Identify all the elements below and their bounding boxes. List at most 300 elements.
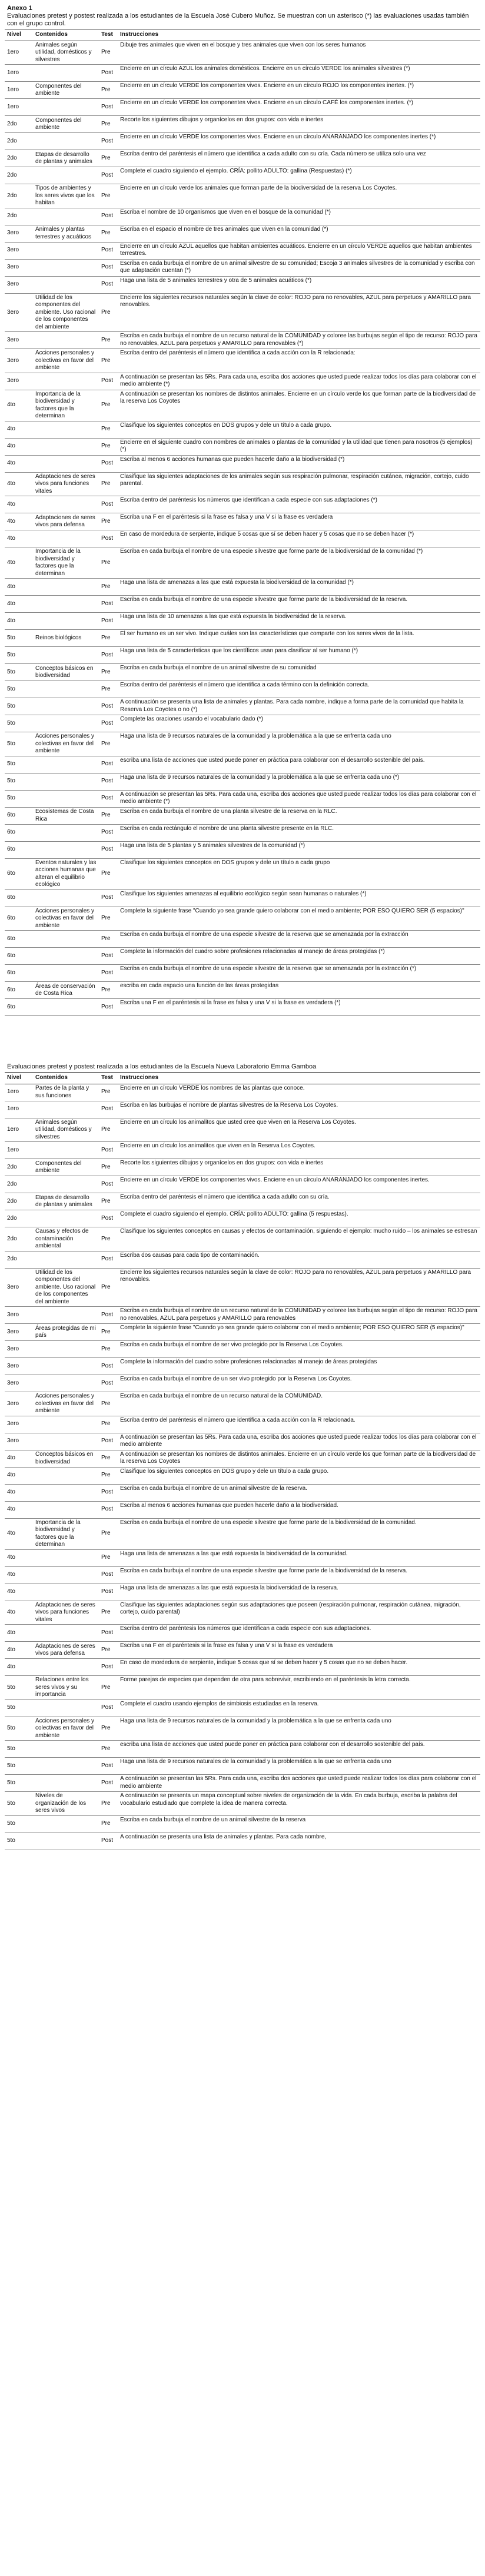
instructions-cell: Escriba en cada burbuja el nombre de una especie silvestre que forme parte de la biodiversidad de la comunidad. xyxy=(118,1518,480,1549)
grade-cell: 1ero xyxy=(5,1118,33,1142)
instructions-cell: A continuación se presenta una lista de animales y plantas. Para cada nombre, xyxy=(118,1833,480,1850)
grade-cell: 3ero xyxy=(5,259,33,276)
test-cell: Post xyxy=(99,1251,118,1268)
instructions-cell: Encierre en un círculo VERDE los componentes vivos. Encierre en un círculo ROJO los componentes inertes. (*) xyxy=(118,82,480,99)
table-row xyxy=(5,579,480,596)
topic-cell xyxy=(33,1659,99,1676)
grade-cell: 4to xyxy=(5,1642,33,1659)
topic-cell: Animales y plantas terrestres y acuáticos xyxy=(33,225,99,242)
grade-cell: 4to xyxy=(5,596,33,613)
grade-cell: 5to xyxy=(5,1792,33,1816)
test-cell: Post xyxy=(99,999,118,1016)
grade-cell: 5to xyxy=(5,773,33,790)
table-row xyxy=(5,858,480,889)
topic-cell: Animales según utilidad, domésticos y silvestres xyxy=(33,41,99,65)
table-row xyxy=(5,1118,480,1142)
grade-cell: 2do xyxy=(5,208,33,225)
instructions-cell: En caso de mordedura de serpiente, indique 5 cosas que sí se deben hacer y 5 cosas que no se deben hacer. xyxy=(118,1659,480,1676)
grade-cell: 6to xyxy=(5,999,33,1016)
topic-cell xyxy=(33,1416,99,1433)
topic-cell: Áreas de conservación de Costa Rica xyxy=(33,982,99,999)
grade-cell: 4to xyxy=(5,1484,33,1501)
instructions-cell: Clasifique los siguientes amenazas al equilibrio ecológico según sean humanas o naturales (*) xyxy=(118,889,480,907)
test-cell: Post xyxy=(99,1176,118,1193)
grade-cell: 4to xyxy=(5,513,33,530)
topic-cell: Acciones personales y colectivas en favor del ambiente xyxy=(33,1717,99,1741)
topic-cell xyxy=(33,65,99,82)
topic-cell: Adaptaciones de seres vivos para funciones vitales xyxy=(33,1601,99,1625)
grade-cell: 4to xyxy=(5,1467,33,1484)
topic-cell xyxy=(33,421,99,438)
instructions-cell: Complete las oraciones usando el vocabulario dado (*) xyxy=(118,715,480,732)
topic-cell xyxy=(33,276,99,293)
grade-cell: 4to xyxy=(5,1566,33,1584)
instructions-cell: Encierre en un círculo verde los animales que forman parte de la biodiversidad de la reserva Los Coyotes. xyxy=(118,184,480,208)
instructions-cell: Escriba en cada rectángulo el nombre de una planta silvestre presente en la RLC. xyxy=(118,824,480,841)
test-cell: Post xyxy=(99,373,118,390)
test-cell: Pre xyxy=(99,421,118,438)
table2 xyxy=(5,1072,480,1850)
instructions-cell: Encierre en el siguiente cuadro con nombres de animales o plantas de la comunidad y la utilidad que tienen para nosotros (5 ejemplos) (*) xyxy=(118,438,480,455)
test-cell: Post xyxy=(99,1659,118,1676)
grade-cell: 4to xyxy=(5,579,33,596)
instructions-cell: Encierre en un círculo VERDE los componentes vivos. Encierre en un círculo ANARANJADO los componentes inertes (*) xyxy=(118,133,480,150)
table1-header-row xyxy=(5,29,480,41)
instructions-cell: A continuación se presentan las 5Rs. Para cada una, escriba dos acciones que usted puede realizar todos los días para colaborar con el medio ambiente (*) xyxy=(118,790,480,807)
header-test: Test xyxy=(99,1073,118,1084)
test-cell: Pre xyxy=(99,513,118,530)
instructions-cell: Escriba en cada burbuja el nombre de una planta silvestre de la reserva en la RLC. xyxy=(118,807,480,824)
topic-cell: Niveles de organización de los seres vivos xyxy=(33,1792,99,1816)
table-row xyxy=(5,1392,480,1416)
instructions-cell: Escriba en cada burbuja el nombre de ser vivo protegido por la Reserva Los Coyotes. xyxy=(118,1341,480,1358)
grade-cell: 5to xyxy=(5,1699,33,1717)
instructions-cell: Clasifique los siguientes conceptos en causas y efectos de contaminación, siguiendo el ejemplo: mucho ruido – los animales se estresan xyxy=(118,1227,480,1252)
grade-cell: 5to xyxy=(5,732,33,756)
grade-cell: 5to xyxy=(5,630,33,647)
table-row xyxy=(5,472,480,496)
topic-cell xyxy=(33,841,99,858)
topic-cell xyxy=(33,1699,99,1717)
instructions-cell: Escriba al menos 6 acciones humanas que pueden hacerle daño a la biodiversidad. xyxy=(118,1501,480,1518)
instructions-cell: Clasifique las siguientes adaptaciones según sus adaptaciones que poseen (respiración pulmonar, respiración cutánea, migración, cortejo, cuido parental) xyxy=(118,1601,480,1625)
topic-cell xyxy=(33,1101,99,1118)
topic-cell xyxy=(33,1210,99,1227)
instructions-cell: Forme parejas de especies que dependen de otra para sobrevivir, escribiendo en el paréntesis la letra correcta. xyxy=(118,1676,480,1700)
table-row xyxy=(5,756,480,773)
grade-cell: 4to xyxy=(5,547,33,579)
test-cell: Pre xyxy=(99,807,118,824)
table-row xyxy=(5,116,480,133)
grade-cell: 5to xyxy=(5,715,33,732)
grade-cell: 4to xyxy=(5,1584,33,1601)
topic-cell: Acciones personales y colectivas en favor del ambiente xyxy=(33,907,99,931)
topic-cell: Importancia de la biodiversidad y factores que la determinan xyxy=(33,547,99,579)
instructions-cell: Haga una lista de 9 recursos naturales de la comunidad y la problemática a la que se enfrenta cada uno xyxy=(118,732,480,756)
grade-cell: 3ero xyxy=(5,1392,33,1416)
table-row xyxy=(5,841,480,858)
table-row xyxy=(5,293,480,332)
table-row xyxy=(5,965,480,982)
topic-cell: Etapas de desarrollo de plantas y animales xyxy=(33,150,99,167)
table-row xyxy=(5,259,480,276)
topic-cell: Conceptos básicos en biodiversidad xyxy=(33,664,99,681)
grade-cell: 5to xyxy=(5,698,33,715)
table-row xyxy=(5,513,480,530)
instructions-cell: Escriba en el espacio el nombre de tres animales que viven en la comunidad (*) xyxy=(118,225,480,242)
test-cell: Pre xyxy=(99,664,118,681)
instructions-cell: Encierre en un círculo VERDE los nombres de las plantas que conoce. xyxy=(118,1084,480,1101)
topic-cell xyxy=(33,1741,99,1758)
topic-cell xyxy=(33,715,99,732)
grade-cell: 3ero xyxy=(5,1416,33,1433)
instructions-cell: Encierre en un círculo VERDE los componentes vivos. Encierre en un círculo ANARANJADO los componentes inertes. xyxy=(118,1176,480,1193)
topic-cell xyxy=(33,756,99,773)
header-instrucciones: Instrucciones xyxy=(118,29,480,41)
instructions-cell: Escriba una F en el paréntesis si la frase es falsa y una V si la frase es verdadera xyxy=(118,1642,480,1659)
grade-cell: 6to xyxy=(5,965,33,982)
grade-cell: 4to xyxy=(5,1549,33,1566)
topic-cell xyxy=(33,1584,99,1601)
instructions-cell: Complete la información del cuadro sobre profesiones relacionadas al manejo de áreas protegidas (*) xyxy=(118,948,480,965)
header-nivel: Nivel xyxy=(5,1073,33,1084)
table-row xyxy=(5,732,480,756)
topic-cell xyxy=(33,647,99,664)
test-cell: Pre xyxy=(99,41,118,65)
test-cell: Post xyxy=(99,1210,118,1227)
topic-cell xyxy=(33,1833,99,1850)
table-row xyxy=(5,681,480,698)
table-row xyxy=(5,1358,480,1375)
test-cell: Pre xyxy=(99,931,118,948)
test-cell: Post xyxy=(99,948,118,965)
test-cell: Pre xyxy=(99,184,118,208)
test-cell: Post xyxy=(99,824,118,841)
instructions-cell: Haga una lista de 5 características que los científicos usan para clasificar al ser humano (*) xyxy=(118,647,480,664)
instructions-cell: Haga una lista de 5 plantas y 5 animales silvestres de la comunidad (*) xyxy=(118,841,480,858)
table-row xyxy=(5,790,480,807)
topic-cell: Eventos naturales y las acciones humanas que alteran el equilibrio ecológico xyxy=(33,858,99,889)
table-row xyxy=(5,1642,480,1659)
table-row xyxy=(5,1699,480,1717)
test-cell: Pre xyxy=(99,1717,118,1741)
instructions-cell: Escriba dos causas para cada tipo de contaminación. xyxy=(118,1251,480,1268)
table-row xyxy=(5,824,480,841)
grade-cell: 2do xyxy=(5,116,33,133)
instructions-cell: Escriba en cada burbuja el nombre de una especie silvestre que forme parte de la biodiversidad de la comunidad (*) xyxy=(118,547,480,579)
topic-cell xyxy=(33,208,99,225)
instructions-cell: Escriba en cada burbuja el nombre de un ser vivo protegido por la Reserva Los Coyotes. xyxy=(118,1375,480,1392)
table-row xyxy=(5,530,480,547)
table-row xyxy=(5,1758,480,1775)
instructions-cell: Escriba en cada burbuja el nombre de una especie silvestre que forme parte de la biodiversidad de la reserva. xyxy=(118,596,480,613)
table-row xyxy=(5,889,480,907)
table-row xyxy=(5,698,480,715)
grade-cell: 3ero xyxy=(5,242,33,259)
table-row xyxy=(5,1101,480,1118)
table-row xyxy=(5,647,480,664)
grade-cell: 3ero xyxy=(5,1433,33,1450)
topic-cell xyxy=(33,530,99,547)
topic-cell: Utilidad de los componentes del ambiente. Uso racional de los componentes del ambiente xyxy=(33,1268,99,1307)
grade-cell: 5to xyxy=(5,790,33,807)
topic-cell xyxy=(33,259,99,276)
topic-cell xyxy=(33,1815,99,1833)
instructions-cell: Complete la siguiente frase "Cuando yo sea grande quiero colaborar con el medio ambiente; POR ESO QUIERO SER (5 espacios)" xyxy=(118,1324,480,1341)
instructions-cell: Encierre en un círculo los animalitos que viven en la Reserva Los Coyotes. xyxy=(118,1142,480,1159)
table-row xyxy=(5,773,480,790)
test-cell: Pre xyxy=(99,1193,118,1210)
test-cell: Post xyxy=(99,596,118,613)
grade-cell: 3ero xyxy=(5,1307,33,1324)
topic-cell: Componentes del ambiente xyxy=(33,1159,99,1176)
instructions-cell: Escriba en cada burbuja el nombre de un animal silvestre de la reserva. xyxy=(118,1484,480,1501)
grade-cell: 1ero xyxy=(5,1084,33,1101)
topic-cell: Adaptaciones de seres vivos para funciones vitales xyxy=(33,472,99,496)
grade-cell: 6to xyxy=(5,948,33,965)
table-row xyxy=(5,167,480,184)
table-row xyxy=(5,349,480,373)
test-cell: Pre xyxy=(99,150,118,167)
table2-header-row xyxy=(5,1073,480,1084)
test-cell: Pre xyxy=(99,349,118,373)
table-row xyxy=(5,1601,480,1625)
grade-cell: 5to xyxy=(5,1758,33,1775)
topic-cell xyxy=(33,1251,99,1268)
topic-cell xyxy=(33,1566,99,1584)
topic-cell xyxy=(33,455,99,472)
table1-body xyxy=(5,41,480,1016)
test-cell: Pre xyxy=(99,332,118,349)
instructions-cell: Escriba dentro del paréntesis los números que identifican a cada especie con sus adaptaciones. xyxy=(118,1625,480,1642)
table-row xyxy=(5,1518,480,1549)
topic-cell xyxy=(33,1341,99,1358)
instructions-cell: Complete el cuadro usando ejemplos de simbiosis estudiadas en la reserva. xyxy=(118,1699,480,1717)
test-cell: Pre xyxy=(99,225,118,242)
instructions-cell: Complete la información del cuadro sobre profesiones relacionadas al manejo de áreas protegidas xyxy=(118,1358,480,1375)
grade-cell: 5to xyxy=(5,1815,33,1833)
topic-cell: Áreas protegidas de mi país xyxy=(33,1324,99,1341)
table-row xyxy=(5,1324,480,1341)
topic-cell: Causas y efectos de contaminación ambiental xyxy=(33,1227,99,1252)
topic-cell xyxy=(33,790,99,807)
topic-cell: Reinos biológicos xyxy=(33,630,99,647)
topic-cell: Importancia de la biodiversidad y factores que la determinan xyxy=(33,390,99,421)
grade-cell: 3ero xyxy=(5,293,33,332)
instructions-cell: Escriba dentro del paréntesis los números que identifican a cada especie con sus adaptaciones (*) xyxy=(118,496,480,513)
topic-cell xyxy=(33,948,99,965)
table-row xyxy=(5,1268,480,1307)
test-cell: Post xyxy=(99,1142,118,1159)
instructions-cell: Clasifique los siguientes conceptos en DOS grupos y dele un título a cada grupo xyxy=(118,858,480,889)
table-row xyxy=(5,931,480,948)
test-cell: Pre xyxy=(99,82,118,99)
test-cell: Post xyxy=(99,242,118,259)
instructions-cell: Escriba al menos 6 acciones humanas que pueden hacerle daño a la biodiversidad (*) xyxy=(118,455,480,472)
topic-cell xyxy=(33,681,99,698)
instructions-cell: Escriba dentro del paréntesis el número que identifica a cada término con la definición correcta. xyxy=(118,681,480,698)
header-contenidos: Contenidos xyxy=(33,1073,99,1084)
table-row xyxy=(5,1416,480,1433)
instructions-cell: Escriba dentro del paréntesis el número que identifica a cada acción con la R relacionada. xyxy=(118,1416,480,1433)
test-cell: Pre xyxy=(99,1676,118,1700)
topic-cell xyxy=(33,999,99,1016)
test-cell: Post xyxy=(99,276,118,293)
topic-cell: Acciones personales y colectivas en favor del ambiente xyxy=(33,732,99,756)
test-cell: Pre xyxy=(99,1341,118,1358)
grade-cell: 3ero xyxy=(5,1324,33,1341)
table-row xyxy=(5,332,480,349)
grade-cell: 4to xyxy=(5,1450,33,1467)
topic-cell: Acciones personales y colectivas en favor del ambiente xyxy=(33,1392,99,1416)
test-cell: Pre xyxy=(99,630,118,647)
instructions-cell: Escriba en cada burbuja el nombre de un recurso natural de la COMUNIDAD y coloree las burbujas según el tipo de recurso: ROJO para no renovables, AZUL para perpetuos y AMARILLO para renovables xyxy=(118,1307,480,1324)
topic-cell xyxy=(33,496,99,513)
table-row xyxy=(5,1176,480,1193)
header-contenidos: Contenidos xyxy=(33,29,99,41)
grade-cell: 1ero xyxy=(5,82,33,99)
grade-cell: 4to xyxy=(5,1601,33,1625)
table-row xyxy=(5,1833,480,1850)
table-row xyxy=(5,41,480,65)
grade-cell: 5to xyxy=(5,1741,33,1758)
instructions-cell: Haga una lista de 5 animales terrestres y otra de 5 animales acuáticos (*) xyxy=(118,276,480,293)
grade-cell: 5to xyxy=(5,756,33,773)
table1 xyxy=(5,29,480,1016)
grade-cell: 2do xyxy=(5,1159,33,1176)
instructions-cell: Haga una lista de amenazas a las que está expuesta la biodiversidad de la comunidad (*) xyxy=(118,579,480,596)
table-row xyxy=(5,373,480,390)
test-cell: Post xyxy=(99,1775,118,1792)
table-row xyxy=(5,1676,480,1700)
grade-cell: 5to xyxy=(5,1775,33,1792)
table-row xyxy=(5,982,480,999)
instructions-cell: En caso de mordedura de serpiente, indique 5 cosas que sí se deben hacer y 5 cosas que no se deben hacer (*) xyxy=(118,530,480,547)
instructions-cell: A continuación se presentan los nombres de distintos animales. Encierre en un círculo verde los que forman parte de la biodiversidad de la reserva Los Coyotes xyxy=(118,1450,480,1467)
topic-cell xyxy=(33,1625,99,1642)
test-cell: Pre xyxy=(99,547,118,579)
test-cell: Pre xyxy=(99,681,118,698)
instructions-cell: Haga una lista de 9 recursos naturales de la comunidad y la problemática a la que se enfrenta cada uno xyxy=(118,1758,480,1775)
topic-cell xyxy=(33,1467,99,1484)
instructions-cell: escriba una lista de acciones que usted puede poner en práctica para colaborar con el desarrollo sostenible del país. xyxy=(118,1741,480,1758)
test-cell: Pre xyxy=(99,858,118,889)
topic-cell: Componentes del ambiente xyxy=(33,82,99,99)
grade-cell: 1ero xyxy=(5,99,33,116)
grade-cell: 2do xyxy=(5,1193,33,1210)
table-row xyxy=(5,547,480,579)
grade-cell: 4to xyxy=(5,1501,33,1518)
instructions-cell: Clasifique los siguientes conceptos en DOS grupos y dele un título a cada grupo. xyxy=(118,421,480,438)
grade-cell: 5to xyxy=(5,647,33,664)
test-cell: Pre xyxy=(99,1815,118,1833)
instructions-cell: Haga una lista de 9 recursos naturales de la comunidad y la problemática a la que se enfrenta cada uno xyxy=(118,1717,480,1741)
table-row xyxy=(5,1775,480,1792)
topic-cell: Adaptaciones de seres vivos para defensa xyxy=(33,513,99,530)
table-row xyxy=(5,999,480,1016)
test-cell: Post xyxy=(99,1484,118,1501)
topic-cell xyxy=(33,133,99,150)
grade-cell: 4to xyxy=(5,438,33,455)
topic-cell xyxy=(33,889,99,907)
test-cell: Post xyxy=(99,1833,118,1850)
test-cell: Post xyxy=(99,1307,118,1324)
topic-cell xyxy=(33,1433,99,1450)
topic-cell xyxy=(33,1307,99,1324)
table-row xyxy=(5,65,480,82)
test-cell: Pre xyxy=(99,1601,118,1625)
grade-cell: 3ero xyxy=(5,1341,33,1358)
instructions-cell: A continuación se presentan los nombres de distintos animales. Encierre en un círculo verde los que forman parte de la biodiversidad de la reserva Los Coyotes xyxy=(118,390,480,421)
instructions-cell: Escriba en cada burbuja el nombre de un recurso natural de la COMUNIDAD. xyxy=(118,1392,480,1416)
grade-cell: 6to xyxy=(5,907,33,931)
test-cell: Pre xyxy=(99,1467,118,1484)
topic-cell xyxy=(33,373,99,390)
table-row xyxy=(5,1566,480,1584)
test-cell: Pre xyxy=(99,1324,118,1341)
test-cell: Post xyxy=(99,1501,118,1518)
topic-cell: Etapas de desarrollo de plantas y animales xyxy=(33,1193,99,1210)
grade-cell: 6to xyxy=(5,889,33,907)
test-cell: Post xyxy=(99,647,118,664)
instructions-cell: Escriba dentro del paréntesis el número que identifica a cada adulto con su cría. Cada número se utiliza solo una vez xyxy=(118,150,480,167)
grade-cell: 3ero xyxy=(5,1268,33,1307)
topic-cell xyxy=(33,1358,99,1375)
table-row xyxy=(5,225,480,242)
test-cell: Pre xyxy=(99,1118,118,1142)
table-row xyxy=(5,907,480,931)
test-cell: Pre xyxy=(99,1268,118,1307)
grade-cell: 6to xyxy=(5,858,33,889)
table-row xyxy=(5,390,480,421)
instructions-cell: Escriba el nombre de 10 organismos que viven en el bosque de la comunidad (*) xyxy=(118,208,480,225)
table2-caption: Evaluaciones pretest y postest realizada a los estudiantes de la Escuela Nueva Laboratorio Emma Gamboa xyxy=(7,1063,317,1070)
table-row xyxy=(5,1375,480,1392)
grade-cell: 4to xyxy=(5,421,33,438)
instructions-cell: Recorte los siguientes dibujos y organícelos en dos grupos: con vida e inertes xyxy=(118,116,480,133)
test-cell: Post xyxy=(99,1699,118,1717)
instructions-cell: Encierre los siguientes recursos naturales según la clave de color: ROJO para no renovables, AZUL para perpetuos y AMARILLO para renovables. xyxy=(118,293,480,332)
topic-cell xyxy=(33,1549,99,1566)
topic-cell: Componentes del ambiente xyxy=(33,116,99,133)
topic-cell xyxy=(33,698,99,715)
topic-cell xyxy=(33,1775,99,1792)
instructions-cell: Escriba en las burbujas el nombre de plantas silvestres de la Reserva Los Coyotes. xyxy=(118,1101,480,1118)
topic-cell xyxy=(33,824,99,841)
table-row xyxy=(5,184,480,208)
test-cell: Post xyxy=(99,773,118,790)
table-row xyxy=(5,82,480,99)
grade-cell: 3ero xyxy=(5,1375,33,1392)
grade-cell: 5to xyxy=(5,1833,33,1850)
table-row xyxy=(5,1501,480,1518)
grade-cell: 4to xyxy=(5,1518,33,1549)
table-row xyxy=(5,1210,480,1227)
instructions-cell: Escriba en cada burbuja el nombre de una especie silvestre de la reserva que se amenazada por la extracción (*) xyxy=(118,965,480,982)
test-cell: Post xyxy=(99,1375,118,1392)
test-cell: Post xyxy=(99,756,118,773)
instructions-cell: A continuación se presentan las 5Rs. Para cada una, escriba dos acciones que usted puede realizar todos los días para colaborar con el medio ambiente (*) xyxy=(118,373,480,390)
grade-cell: 6to xyxy=(5,931,33,948)
table-row xyxy=(5,1792,480,1816)
grade-cell: 1ero xyxy=(5,1101,33,1118)
table-row xyxy=(5,1227,480,1252)
table1-caption: Evaluaciones pretest y postest realizada a los estudiantes de la Escuela José Cubero Muñoz. Se muestran con un asterisco (*) las evaluaciones usadas también con el grupo control. xyxy=(7,12,469,27)
table-row xyxy=(5,133,480,150)
table-row xyxy=(5,421,480,438)
grade-cell: 3ero xyxy=(5,1358,33,1375)
test-cell: Post xyxy=(99,965,118,982)
